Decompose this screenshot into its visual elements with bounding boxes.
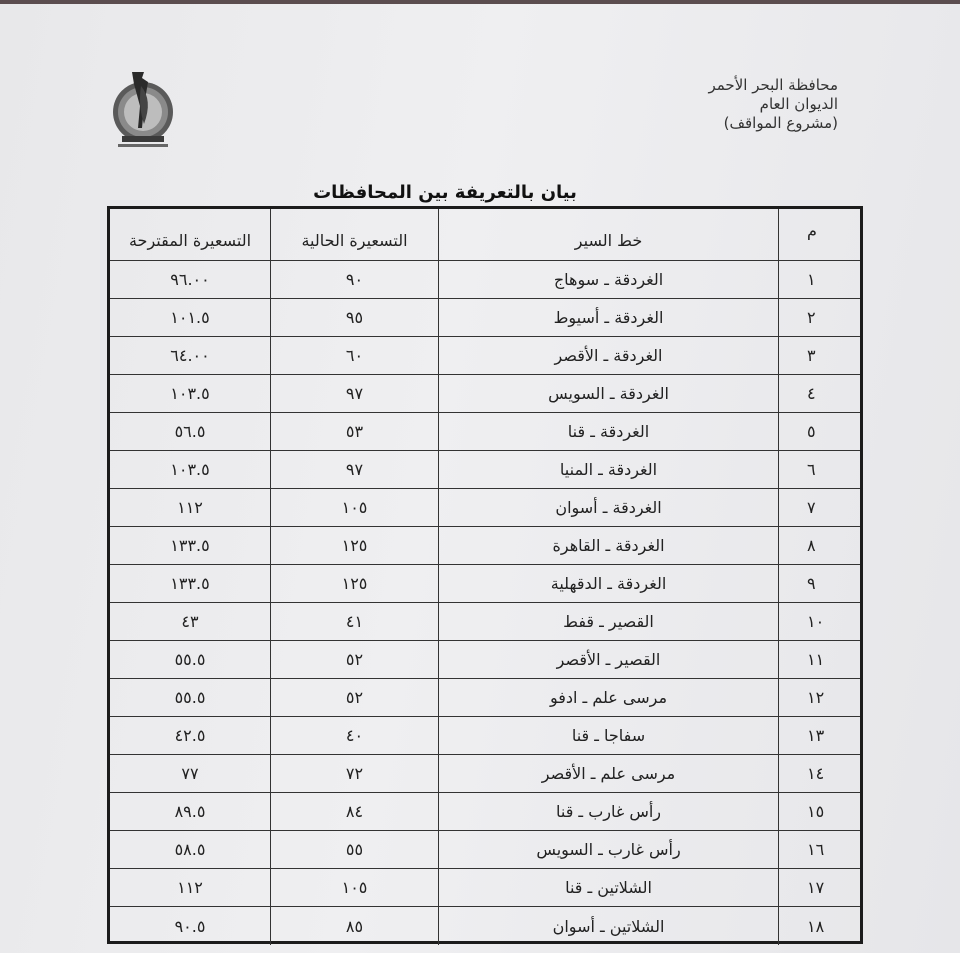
proposed-fare-cell: ٤٣ bbox=[181, 612, 199, 631]
table-row bbox=[110, 299, 860, 337]
table-row bbox=[110, 603, 860, 641]
row-number: ٣ bbox=[778, 337, 860, 374]
route-cell: رأس غارب ـ قنا bbox=[438, 793, 778, 830]
column-header-current-fare: التسعيرة الحالية bbox=[270, 209, 438, 260]
proposed-fare-cell: ٥٦.٥ bbox=[174, 422, 206, 441]
route-cell: مرسى علم ـ الأقصر bbox=[438, 755, 778, 792]
table-row bbox=[110, 717, 860, 755]
table-row bbox=[110, 641, 860, 679]
table-row bbox=[110, 793, 860, 831]
issuer-header bbox=[618, 76, 838, 133]
proposed-fare-cell: ٦٤.٠٠ bbox=[170, 346, 210, 365]
row-number: ١٢ bbox=[778, 679, 860, 716]
proposed-fare-cell: ٨٩.٥ bbox=[174, 802, 206, 821]
proposed-fare-cell: ٥٨.٥ bbox=[174, 840, 206, 859]
current-fare-cell: ٦٠ bbox=[270, 337, 438, 374]
row-number: ١٨ bbox=[778, 907, 860, 945]
column-header-num: م bbox=[778, 209, 860, 260]
route-cell: مرسى علم ـ ادفو bbox=[438, 679, 778, 716]
route-cell: الغردقة ـ السويس bbox=[438, 375, 778, 412]
row-number: ٢ bbox=[778, 299, 860, 336]
proposed-fare-cell: ١١٢ bbox=[177, 498, 203, 517]
table-row bbox=[110, 375, 860, 413]
current-fare-cell: ٥٢ bbox=[270, 679, 438, 716]
document-page bbox=[0, 4, 960, 953]
row-number: ١٥ bbox=[778, 793, 860, 830]
row-number: ١٠ bbox=[778, 603, 860, 640]
route-cell: الغردقة ـ المنيا bbox=[438, 451, 778, 488]
row-number: ٨ bbox=[778, 527, 860, 564]
route-cell: الغردقة ـ أسوان bbox=[438, 489, 778, 526]
current-fare-cell: ٥٢ bbox=[270, 641, 438, 678]
current-fare-cell: ١٢٥ bbox=[270, 565, 438, 602]
proposed-fare-cell: ٧٧ bbox=[181, 764, 199, 783]
row-number: ٧ bbox=[778, 489, 860, 526]
row-number: ٥ bbox=[778, 413, 860, 450]
route-cell: الغردقة ـ القاهرة bbox=[438, 527, 778, 564]
route-cell: الغردقة ـ الأقصر bbox=[438, 337, 778, 374]
row-number: ١٦ bbox=[778, 831, 860, 868]
table-row bbox=[110, 565, 860, 603]
current-fare-cell: ٥٥ bbox=[270, 831, 438, 868]
office-name: الديوان العام bbox=[759, 95, 838, 113]
table-row bbox=[110, 831, 860, 869]
table-row bbox=[110, 337, 860, 375]
governorate-name: محافظة البحر الأحمر bbox=[708, 76, 838, 94]
current-fare-cell: ٨٥ bbox=[270, 907, 438, 945]
row-number: ١٧ bbox=[778, 869, 860, 906]
table-header-row bbox=[110, 209, 860, 261]
proposed-fare-cell: ١٠٣.٥ bbox=[170, 384, 210, 403]
proposed-fare-cell: ٩٠.٥ bbox=[174, 916, 206, 936]
table-row bbox=[110, 755, 860, 793]
row-number: ١٣ bbox=[778, 717, 860, 754]
fare-table bbox=[107, 206, 863, 944]
current-fare-cell: ٩٧ bbox=[270, 451, 438, 488]
route-cell: رأس غارب ـ السويس bbox=[438, 831, 778, 868]
row-number: ١١ bbox=[778, 641, 860, 678]
table-row bbox=[110, 869, 860, 907]
proposed-fare-cell: ١٠١.٥ bbox=[170, 308, 210, 327]
table-row bbox=[110, 489, 860, 527]
column-header-route: خط السير bbox=[438, 209, 778, 260]
route-cell: القصير ـ قفط bbox=[438, 603, 778, 640]
proposed-fare-cell: ١٣٣.٥ bbox=[170, 536, 210, 555]
current-fare-cell: ٧٢ bbox=[270, 755, 438, 792]
table-row bbox=[110, 907, 860, 945]
route-cell: الغردقة ـ الدقهلية bbox=[438, 565, 778, 602]
current-fare-cell: ٨٤ bbox=[270, 793, 438, 830]
proposed-fare-cell: ١١٢ bbox=[177, 878, 203, 897]
row-number: ١٤ bbox=[778, 755, 860, 792]
proposed-fare-cell: ٥٥.٥ bbox=[174, 688, 206, 707]
current-fare-cell: ٤١ bbox=[270, 603, 438, 640]
column-header-proposed-fare: التسعيرة المقترحة bbox=[128, 231, 252, 250]
table-row bbox=[110, 413, 860, 451]
current-fare-cell: ١٢٥ bbox=[270, 527, 438, 564]
table-row bbox=[110, 261, 860, 299]
proposed-fare-cell: ٩٦.٠٠ bbox=[170, 270, 210, 289]
row-number: ٩ bbox=[778, 565, 860, 602]
row-number: ٦ bbox=[778, 451, 860, 488]
current-fare-cell: ٤٠ bbox=[270, 717, 438, 754]
proposed-fare-cell: ٥٥.٥ bbox=[174, 650, 206, 669]
current-fare-cell: ٥٣ bbox=[270, 413, 438, 450]
row-number: ١ bbox=[778, 261, 860, 298]
page-title: بيان بالتعريفة بين المحافظات bbox=[313, 182, 577, 203]
current-fare-cell: ٩٠ bbox=[270, 261, 438, 298]
current-fare-cell: ٩٥ bbox=[270, 299, 438, 336]
route-cell: الشلاتين ـ أسوان bbox=[438, 907, 778, 945]
project-name: (مشروع المواقف) bbox=[723, 114, 838, 132]
governorate-emblem-icon bbox=[108, 66, 178, 152]
table-row bbox=[110, 679, 860, 717]
route-cell: الغردقة ـ قنا bbox=[438, 413, 778, 450]
route-cell: الشلاتين ـ قنا bbox=[438, 869, 778, 906]
route-cell: الغردقة ـ سوهاج bbox=[438, 261, 778, 298]
current-fare-cell: ١٠٥ bbox=[270, 869, 438, 906]
proposed-fare-cell: ٤٢.٥ bbox=[174, 726, 206, 745]
route-cell: القصير ـ الأقصر bbox=[438, 641, 778, 678]
current-fare-cell: ٩٧ bbox=[270, 375, 438, 412]
table-row bbox=[110, 451, 860, 489]
proposed-fare-cell: ١٣٣.٥ bbox=[170, 574, 210, 593]
route-cell: سفاجا ـ قنا bbox=[438, 717, 778, 754]
current-fare-cell: ١٠٥ bbox=[270, 489, 438, 526]
route-cell: الغردقة ـ أسيوط bbox=[438, 299, 778, 336]
table-row bbox=[110, 527, 860, 565]
proposed-fare-cell: ١٠٣.٥ bbox=[170, 460, 210, 479]
row-number: ٤ bbox=[778, 375, 860, 412]
